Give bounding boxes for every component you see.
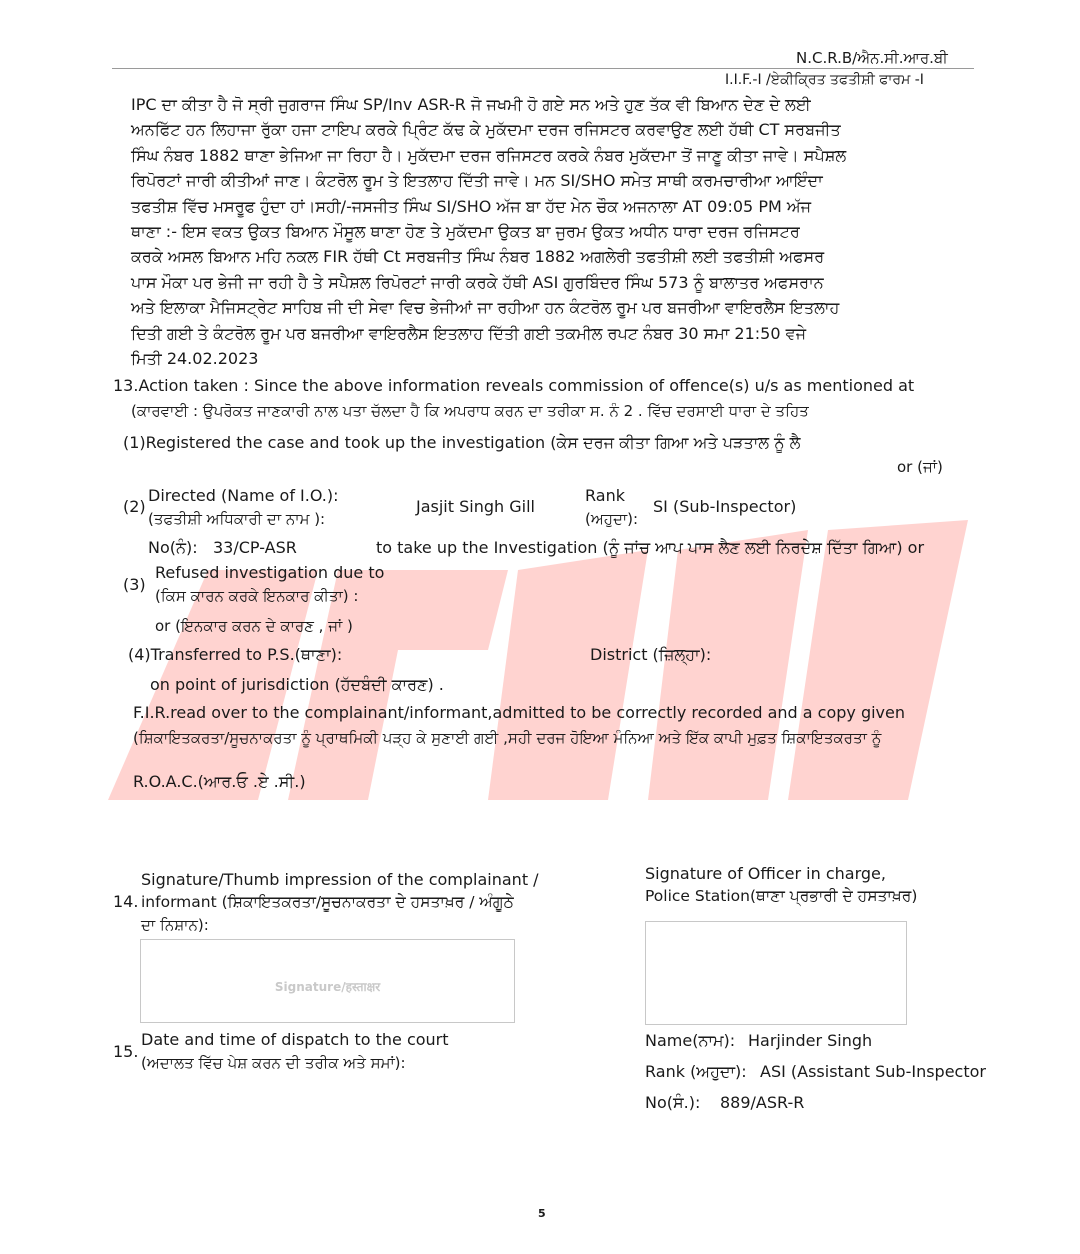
officer-signature-box [645, 921, 907, 1025]
form-name: I.I.F.-I /ਏਕੀਕ੍ਰਿਤ ਤਫਤੀਸ਼ੀ ਫਾਰਮ -I [725, 72, 924, 88]
roac-label: R.O.A.C.(ਆਰ.ਓ .ਏ .ਸੀ.) [133, 772, 306, 791]
rank-value: SI (Sub-Inspector) [653, 497, 797, 516]
item3-or: or (ਇਨਕਾਰ ਕਰਨ ਦੇ ਕਾਰਣ , ਜਾਂ ) [155, 617, 353, 635]
officer-sign-line2: Police Station(ਥਾਣਾ ਪ੍ਰਭਾਰੀ ਦੇ ਹਸਤਾਖ਼ਰ) [645, 887, 918, 905]
narrative-line: ਮਿਤੀ 24.02.2023 [131, 349, 259, 369]
rank-label-pa: (ਅਹੁਦਾ): [585, 510, 639, 528]
io-name: Jasjit Singh Gill [416, 497, 535, 516]
section14-line1: Signature/Thumb impression of the complainant / [141, 870, 539, 889]
io-no-value: 33/CP-ASR [213, 538, 297, 557]
item3-number: (3) [123, 575, 146, 594]
narrative-line: ਸਿੰਘ ਨੰਬਰ 1882 ਥਾਣਾ ਭੇਜਿਆ ਜਾ ਰਿਹਾ ਹੈ। ਮੁਕੱਦਮਾ ਦਰਜ ਰਜਿਸਟਰ ਕਰਕੇ ਨੰਬਰ ਮੁਕੱਦਮਾ ਤੋਂ ਜਾਣੂ ਕੀਤਾ ਜਾਵੇ। ਸਪੈਸ਼ਲ [131, 145, 847, 165]
item3-label: Refused investigation due to [155, 563, 385, 582]
officer-sign-line1: Signature of Officer in charge, [645, 864, 886, 883]
section15-number: 15. [113, 1042, 139, 1061]
item2-label-pa: (ਤਫਤੀਸ਼ੀ ਅਧਿਕਾਰੀ ਦਾ ਨਾਮ ): [148, 510, 326, 528]
narrative-line: ਪਾਸ ਮੌਕਾ ਪਰ ਭੇਜੀ ਜਾ ਰਹੀ ਹੈ ਤੇ ਸਪੈਸ਼ਲ ਰਿਪੋਰਟਾਂ ਜਾਰੀ ਕਰਕੇ ਹੱਥੀ ASI ਗੁਰਬਿੰਦਰ ਸਿੰਘ 573 ਨੂੰ ਬਾਲਾਤਰ ਅਫਸਰਾਨ [131, 272, 824, 292]
fir-read-text: F.I.R.read over to the complainant/informant,admitted to be correctly recorded and a copy given [133, 703, 906, 722]
item1-or: or (ਜਾਂ) [897, 458, 943, 476]
section14-number: 14. [113, 892, 139, 911]
narrative-line: IPC ਦਾ ਕੀਤਾ ਹੈ ਜੋ ਸ੍ਰੀ ਜੁਗਰਾਜ ਸਿੰਘ SP/Inv ASR-R ਜੋ ਜਖਮੀ ਹੋ ਗਏ ਸਨ ਅਤੇ ਹੁਣ ਤੱਕ ਵੀ ਬਿਆਨ ਦੇਣ ਦੇ ਲਈ [131, 95, 811, 114]
district-label: District (ਜ਼ਿਲ੍ਹਾ): [590, 645, 712, 664]
section13-heading-pa: (ਕਾਰਵਾਈ : ਉਪਰੋਕਤ ਜਾਣਕਾਰੀ ਨਾਲ ਪਤਾ ਚੱਲਦਾ ਹੈ ਕਿ ਅਪਰਾਧ ਕਰਨ ਦਾ ਤਰੀਕਾ ਸ. ਨੰ 2 . ਵਿੱਚ ਦਰਸਾਈ ਧਾਰਾ ਦੇ ਤਹਿਤ [131, 402, 809, 420]
section15-line1: Date and time of dispatch to the court [141, 1030, 449, 1049]
form-code: N.C.R.B/ਐਨ.ਸੀ.ਆਰ.ਬੀ [796, 49, 948, 67]
narrative-line: ਰਿਪੋਰਟਾਂ ਜਾਰੀ ਕੀਤੀਆਂ ਜਾਣ। ਕੰਟਰੋਲ ਰੂਮ ਤੇ ਇਤਲਾਹ ਦਿੱਤੀ ਜਾਵੇ। ਮਨ SI/SHO ਸਮੇਤ ਸਾਥੀ ਕਰਮਚਾਰੀਆ ਆਇੰਦਾ [131, 171, 823, 191]
narrative-line: ਦਿਤੀ ਗਈ ਤੇ ਕੰਟਰੋਲ ਰੂਮ ਪਰ ਬਜਰੀਆ ਵਾਇਰਲੈਸ ਇਤਲਾਹ ਦਿੱਤੀ ਗਈ ਤਕਮੀਲ ਰਪਟ ਨੰਬਰ 30 ਸਮਾ 21:50 ਵਜੇ [131, 323, 807, 343]
jurisdiction-text: on point of jurisdiction (ਹੱਦਬੰਦੀ ਕਾਰਣ) . [150, 675, 444, 694]
officer-name-label: Name(ਨਾਮ): [645, 1031, 736, 1050]
fir-read-text-pa: (ਸ਼ਿਕਾਇਤਕਰਤਾ/ਸੂਚਨਾਕਰਤਾ ਨੂੰ ਪ੍ਰਾਥਮਿਕੀ ਪੜ੍ਹ ਕੇ ਸੁਣਾਈ ਗਈ ,ਸਹੀ ਦਰਜ ਹੋਇਆ ਮੰਨਿਆ ਅਤੇ ਇੱਕ ਕਾਪੀ ਮੁਫ਼ਤ ਸ਼ਿਕਾਇਤਕਰਤਾ ਨੂੰ [133, 729, 882, 747]
item3-label-pa: (ਕਿਸ ਕਾਰਨ ਕਰਕੇ ਇਨਕਾਰ ਕੀਤਾ) : [155, 587, 359, 605]
officer-rank-label: Rank (ਅਹੁਦਾ): [645, 1062, 747, 1081]
narrative-line: ਥਾਣਾ :- ਇਸ ਵਕਤ ਉਕਤ ਬਿਆਨ ਮੌਸੂਲ ਥਾਣਾ ਹੋਣ ਤੇ ਮੁਕੱਦਮਾ ਉਕਤ ਬਾ ਜੁਰਮ ਉਕਤ ਅਧੀਨ ਧਾਰਾ ਦਰਜ ਰਜਿਸਟਰ [131, 222, 800, 242]
io-no-label: No(ਨੰ): [148, 538, 198, 557]
narrative-line: ਅਤੇ ਇਲਾਕਾ ਮੈਜਿਸਟ੍ਰੇਟ ਸਾਹਿਬ ਜੀ ਦੀ ਸੇਵਾ ਵਿਚ ਭੇਜੀਆਂ ਜਾ ਰਹੀਆ ਹਨ ਕੰਟਰੋਲ ਰੂਮ ਪਰ ਬਜਰੀਆ ਵਾਇਰਲੈਸ ਇਤਲਾਹ [131, 298, 840, 318]
officer-no-label: No(ਸੰ.): [645, 1093, 701, 1112]
officer-rank-value: ASI (Assistant Sub-Inspector [760, 1062, 986, 1081]
section14-line2: informant (ਸ਼ਿਕਾਇਤਕਰਤਾ/ਸੂਚਨਾਕਰਤਾ ਦੇ ਹਸਤਾਖ਼ਰ / ਅੰਗੂਠੇ [141, 893, 514, 911]
section14-line3: ਦਾ ਨਿਸ਼ਾਨ): [141, 916, 209, 934]
narrative-line: ਅਨਫਿੱਟ ਹਨ ਲਿਹਾਜਾ ਰੁੱਕਾ ਹਜਾ ਟਾਇਪ ਕਰਕੇ ਪ੍ਰਿੰਟ ਕੱਢ ਕੇ ਮੁਕੱਦਮਾ ਦਰਜ ਰਜਿਸਟਰ ਕਰਵਾਉਣ ਲਈ ਹੱਥੀ CT ਸਰਬਜੀਤ [131, 120, 841, 140]
item1-registered: (1)Registered the case and took up the investigation (ਕੇਸ ਦਰਜ ਕੀਤਾ ਗਿਆ ਅਤੇ ਪੜਤਾਲ ਨੂੰ ਲੈ [123, 433, 801, 452]
directed-text: to take up the Investigation (ਨੂੰ ਜਾਂਚ ਆਪ ਪਾਸ ਲੈਣ ਲਈ ਨਿਰਦੇਸ਼ ਦਿੱਤਾ ਗਿਆ) or [376, 538, 925, 557]
narrative-line: ਕਰਕੇ ਅਸਲ ਬਿਆਨ ਮਹਿ ਨਕਲ FIR ਹੱਥੀ Ct ਸਰਬਜੀਤ ਸਿੰਘ ਨੰਬਰ 1882 ਅਗਲੇਰੀ ਤਫਤੀਸ਼ੀ ਲਈ ਤਫਤੀਸ਼ੀ ਅਫਸਰ [131, 247, 825, 267]
section15-line2: (ਅਦਾਲਤ ਵਿੱਚ ਪੇਸ਼ ਕਰਨ ਦੀ ਤਰੀਕ ਅਤੇ ਸਮਾਂ): [141, 1054, 406, 1072]
section13-heading: 13.Action taken : Since the above information reveals commission of offence(s) u/s as mentioned at [113, 376, 915, 395]
signature-placeholder: Signature/हस्ताक्षर [274, 980, 381, 994]
rank-label: Rank [585, 486, 625, 505]
item2-number: (2) [123, 497, 146, 516]
narrative-paragraph [131, 92, 891, 371]
complainant-signature-box [140, 939, 515, 1023]
page-number: 5 [538, 1207, 546, 1220]
item2-label: Directed (Name of I.O.): [148, 486, 339, 505]
header-divider [112, 68, 974, 69]
item4-transferred: (4)Transferred to P.S.(ਥਾਣਾ): [128, 645, 343, 664]
officer-no-value: 889/ASR-R [720, 1093, 805, 1112]
narrative-line: ਤਫਤੀਸ਼ ਵਿੱਚ ਮਸਰੂਫ ਹੁੰਦਾ ਹਾਂ।ਸਹੀ/-ਜਸਜੀਤ ਸਿੰਘ SI/SHO ਅੱਜ ਬਾ ਹੱਦ ਮੇਨ ਚੌਕ ਅਜਨਾਲਾ AT 09:05 PM ਅੱਜ [131, 196, 812, 216]
officer-name-value: Harjinder Singh [748, 1031, 873, 1050]
